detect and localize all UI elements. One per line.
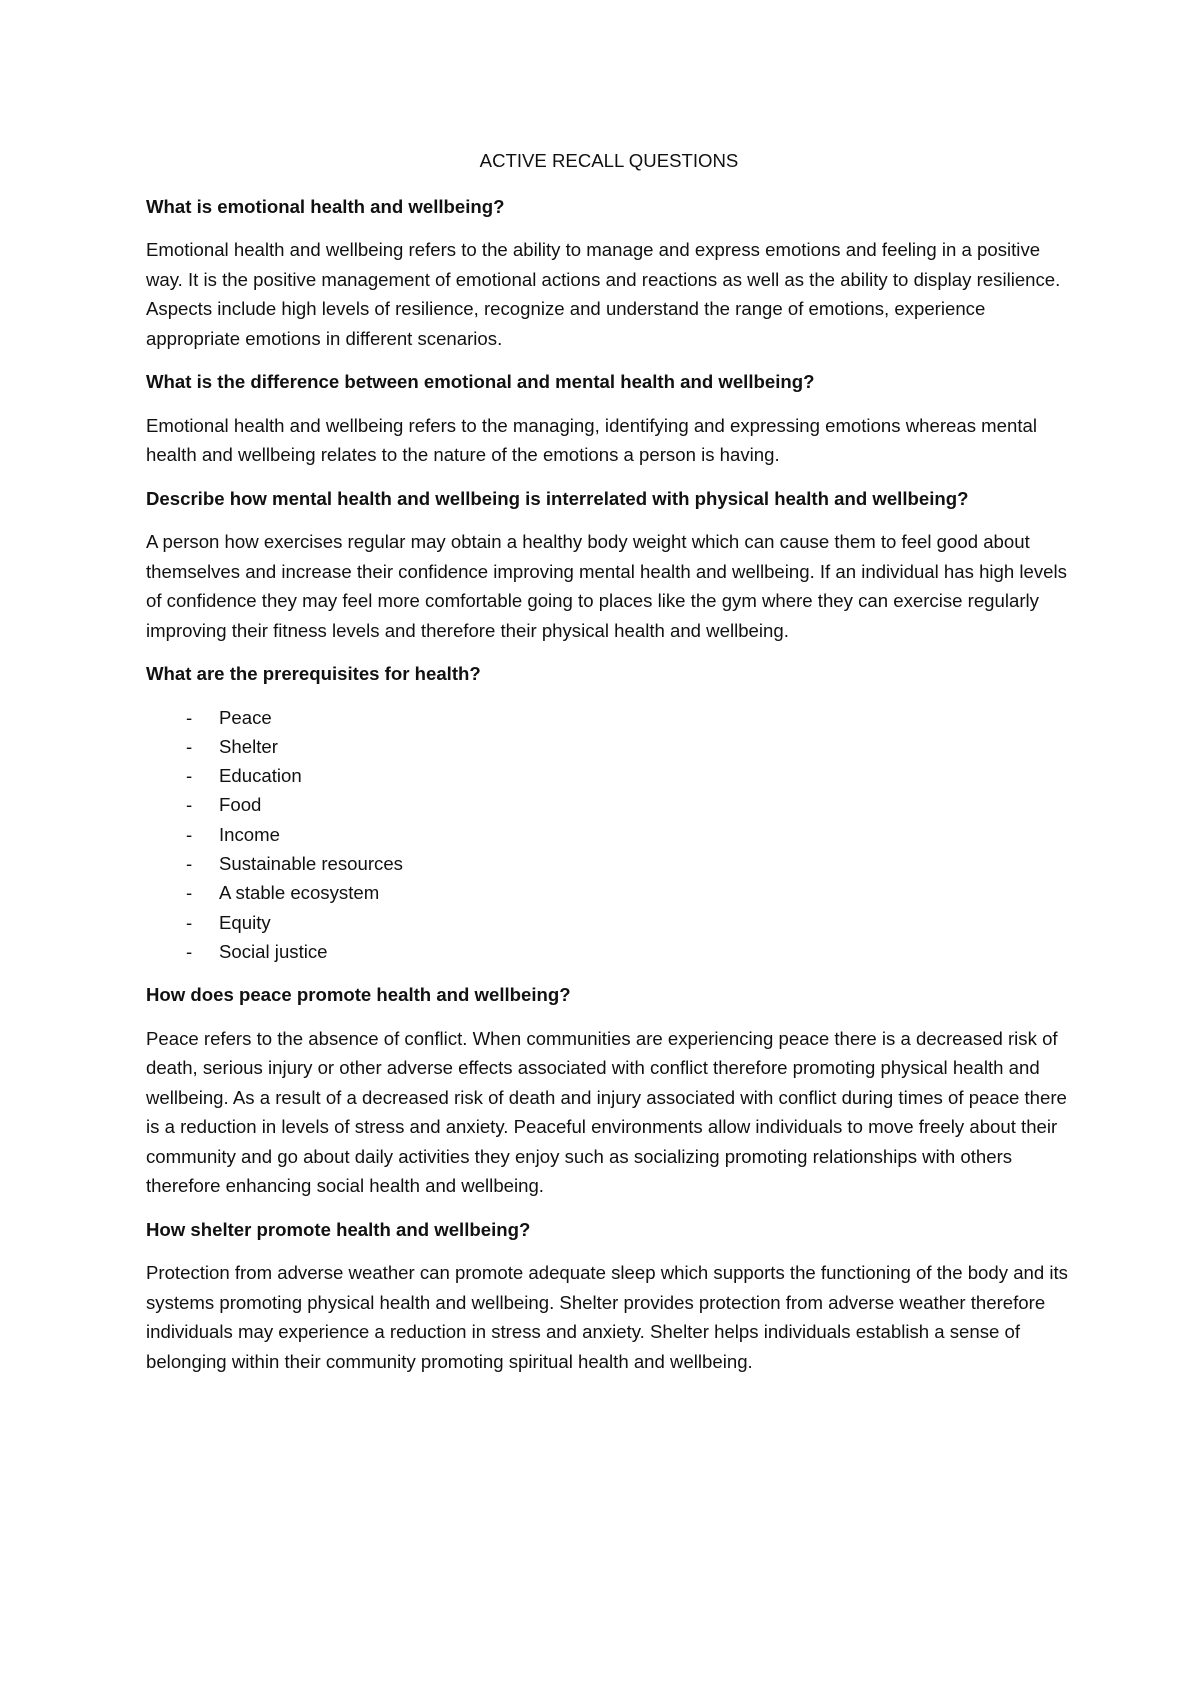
question-heading: How shelter promote health and wellbeing? bbox=[146, 1218, 531, 1240]
dash-bullet: - bbox=[186, 735, 193, 757]
list-item-text: Food bbox=[219, 794, 262, 816]
question-heading: How does peace promote health and wellbeing? bbox=[146, 984, 571, 1006]
dash-bullet: - bbox=[186, 852, 193, 874]
answer-paragraph: Peace refers to the absence of conflict. When communities are experiencing peace there is a decreased risk of death, serious injury or other adverse effects associated with conflict therefore promoting physical health and wellbeing. As a result of a decreased risk of death and injury associated with conflict during times of peace there is a reduction in levels of stress and anxiety. Peaceful environments allow individuals to move freely about their community and go about daily activities they enjoy such as socializing promoting relationships with others therefore enhancing social health and wellbeing. bbox=[146, 1027, 1067, 1197]
question-heading: What is the difference between emotional and mental health and wellbeing? bbox=[146, 371, 815, 392]
list-item bbox=[146, 849, 1072, 878]
list-item bbox=[146, 820, 1072, 849]
page-title: ACTIVE RECALL QUESTIONS bbox=[479, 150, 739, 171]
document-body bbox=[146, 146, 1072, 1390]
dash-bullet: - bbox=[186, 882, 193, 904]
list-item-text: Education bbox=[219, 765, 302, 787]
list-item bbox=[146, 761, 1072, 790]
dash-bullet: - bbox=[186, 794, 193, 816]
list-item-text: Shelter bbox=[219, 735, 278, 757]
list-item bbox=[146, 937, 1072, 966]
dash-bullet: - bbox=[186, 823, 193, 845]
list-item-text: Sustainable resources bbox=[219, 852, 403, 874]
question-heading: Describe how mental health and wellbeing is interrelated with physical health and wellbeing? bbox=[146, 487, 969, 509]
list-item bbox=[146, 908, 1072, 937]
dash-bullet: - bbox=[186, 706, 193, 728]
answer-paragraph: Emotional health and wellbeing refers to the managing, identifying and expressing emotions whereas mental health and wellbeing relates to the nature of the emotions a person is having. bbox=[146, 414, 1037, 465]
dash-bullet: - bbox=[186, 911, 193, 933]
list-item-text: Income bbox=[219, 823, 280, 845]
question-heading: What is emotional health and wellbeing? bbox=[146, 195, 505, 217]
list-item-text: A stable ecosystem bbox=[219, 882, 380, 904]
question-heading: What are the prerequisites for health? bbox=[146, 663, 481, 684]
list-item-text: Peace bbox=[219, 706, 272, 728]
list-item bbox=[146, 703, 1072, 732]
list-item bbox=[146, 732, 1072, 761]
dash-bullet: - bbox=[186, 940, 193, 962]
answer-paragraph: Protection from adverse weather can promote adequate sleep which supports the functioning of the body and its systems promoting physical health and wellbeing. Shelter provides protection from adverse weather therefore individuals may experience a reduction in stress and anxiety. Shelter helps individuals establish a sense of belonging within their community promoting spiritual health and wellbeing. bbox=[146, 1262, 1068, 1372]
dash-bullet: - bbox=[186, 765, 193, 787]
list-item-text: Equity bbox=[219, 911, 271, 933]
list-item bbox=[146, 878, 1072, 907]
answer-paragraph: A person how exercises regular may obtain a healthy body weight which can cause them to feel good about themselves and increase their confidence improving mental health and wellbeing. If an individual has high levels of confidence they may feel more comfortable going to places like the gym where they can exercise regularly improving their fitness levels and therefore their physical health and wellbeing. bbox=[146, 531, 1067, 641]
list-item bbox=[146, 790, 1072, 819]
prerequisites-list bbox=[146, 703, 1072, 967]
list-item-text: Social justice bbox=[219, 940, 328, 962]
answer-paragraph: Emotional health and wellbeing refers to the ability to manage and express emotions and feeling in a positive way. It is the positive management of emotional actions and reactions as well as the ability to display resilience. Aspects include high levels of resilience, recognize and understand the range of emotions, experience appropriate emotions in different scenarios. bbox=[146, 239, 1061, 349]
